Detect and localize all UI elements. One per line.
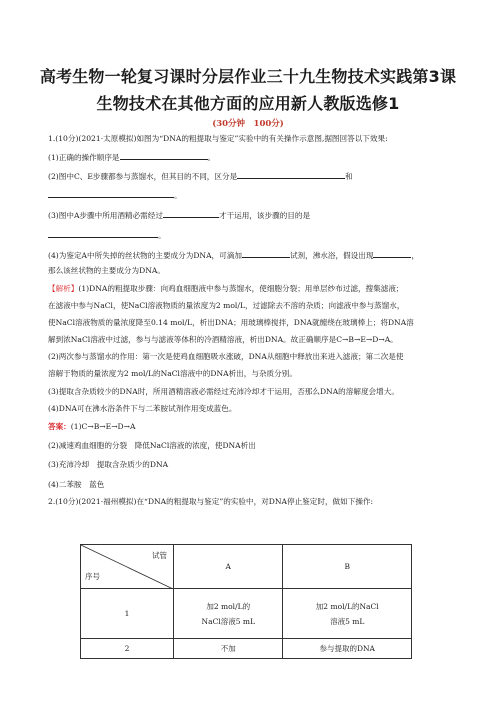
column-header-a: A: [174, 545, 283, 589]
answer-line-4: (4)二苯胺 蓝色: [48, 480, 105, 489]
analysis-line-2: 在滤液中参与NaCl，使NaCl溶液物质的量浓度为2 mol/L，过滤除去不溶的杂质；向滤液中参与蒸馏水，: [48, 301, 405, 310]
question-1-part1: [48, 152, 468, 163]
answer-text: (1)C→B→E→D→A: [70, 422, 136, 431]
q1-part2-text: (2)图中C、E步骤都参与蒸馏水，但其目的不同，区分是: [48, 172, 238, 181]
q1-part4-text-a: (4)为鉴定A中所失掉的丝状物的主要成分为DNA，可滴加: [48, 251, 242, 260]
analysis-line-6: 溶解于物质的量浓度为2 mol/L的NaCl溶液中的DNA析出，与杂质分别。: [48, 369, 297, 378]
cell-b: 参与提取的DNA: [283, 639, 412, 659]
answer-line-2: (2)减速鸡血细胞的分裂 降低NaCl溶液的浓度，使DNA析出: [48, 441, 256, 450]
question-1-stem: 1.(10分)(2021·太原模拟)如图为“DNA的粗提取与鉴定”实验中的有关操作示意图,据图回答以下效果:: [48, 134, 388, 143]
corner-label-tube: 试管: [152, 551, 167, 560]
q1-part3-end: 。: [158, 231, 166, 240]
answer-blank: [373, 250, 411, 258]
experiment-table: [80, 544, 412, 659]
answer-line-3: (3)充沛冷却 提取含杂质少的DNA: [48, 460, 169, 469]
q1-part1-text: (1)正确的操作顺序是: [48, 153, 120, 162]
q1-part2-and: 和: [345, 172, 353, 181]
cell-a-line2: NaCl溶液5 mL: [201, 616, 255, 626]
q1-part3-text: (3)图中A步骤中所用酒精必需经过: [48, 211, 163, 220]
cell-a: [174, 589, 283, 639]
answer-blank: [242, 250, 290, 258]
cell-b: [283, 589, 412, 639]
table-header-row: [81, 545, 412, 589]
answer-blank: [237, 171, 345, 179]
row-number: 1: [81, 589, 174, 639]
question-1-part3-cont: [48, 230, 468, 241]
time-score-subtitle: (30分钟 100分): [212, 119, 284, 129]
q1-part4-end: ，: [411, 251, 420, 260]
table-corner-cell: [81, 545, 174, 589]
table-row: [81, 589, 412, 639]
question-2-stem: 2.(10分)(2021·福州模拟)在“DNA的粗提取与鉴定”的实验中，对DNA停止鉴定时，做如下操作:: [48, 497, 374, 506]
answer-blank: [163, 210, 219, 218]
analysis-line-8: (4)DNA可在沸水浴条件下与二苯胺试剂作用变成蓝色。: [48, 404, 237, 413]
cell-a: 不加: [174, 639, 283, 659]
q1-part1-end: 。: [207, 153, 216, 162]
answer-line-1: [48, 422, 468, 432]
table-row: [81, 639, 412, 659]
analysis-line-4: 解到浓NaCl溶液中过滤，参与与滤液等体积的冷酒精溶液，析出DNA。故正确顺序是C→B→E→D→A。: [48, 335, 398, 344]
page-title-line1: 高考生物一轮复习课时分层作业三十九生物技术实践第3课: [39, 67, 457, 86]
analysis-line-5: (2)两次参与蒸馏水的作用：第一次是使鸡血细胞吸水涨破，DNA从细胞中释放出来进入滤液；第二次是使: [48, 352, 404, 361]
cell-b-line2: 溶液5 mL: [330, 616, 365, 626]
analysis-line-3: 使NaCl溶液物质的量浓度降至0.14 mol/L，析出DNA；用玻璃棒搅拌，DNA就缠绕在玻璃棒上；将DNA溶: [48, 318, 414, 327]
corner-label-number: 序号: [85, 572, 100, 581]
question-1-part2: [48, 171, 468, 182]
q1-part3-mid: 才干运用，该步骤的目的是: [218, 211, 311, 220]
answer-tag: 答案：: [48, 422, 71, 431]
analysis-text: (1)DNA的粗提取步骤：向鸡血细胞液中参与蒸馏水，使细胞分裂；用单层纱布过滤，搜集滤液；: [78, 284, 404, 293]
cell-a-line1: 加2 mol/L的: [206, 601, 251, 611]
row-number: 2: [81, 639, 174, 659]
page-title-line2: 生物技术在其他方面的应用新人教版选修1: [96, 94, 400, 113]
question-1-part4-cont: 那么该丝状物的主要成分为DNA。: [48, 266, 165, 275]
cell-b-line1: 加2 mol/L的NaCl: [315, 601, 379, 611]
q1-part2-end: 。: [174, 191, 182, 200]
answer-blank: [120, 152, 208, 160]
answer-blank: [48, 190, 174, 198]
answer-blank: [48, 230, 158, 238]
analysis-line-1: [48, 284, 468, 294]
column-header-b: B: [283, 545, 412, 589]
q1-part4-text-b: 试剂，沸水浴，假设出现: [289, 251, 374, 260]
question-1-part2-cont: [48, 190, 468, 201]
analysis-line-7: (3)提取含杂质较少的DNA时，所用酒精溶液必需经过充沛冷却才干运用，否那么DNA的溶解度会增大。: [48, 387, 399, 396]
question-1-part4: [48, 250, 468, 261]
question-1-part3: [48, 210, 468, 221]
analysis-tag: 【解析】: [48, 284, 79, 293]
